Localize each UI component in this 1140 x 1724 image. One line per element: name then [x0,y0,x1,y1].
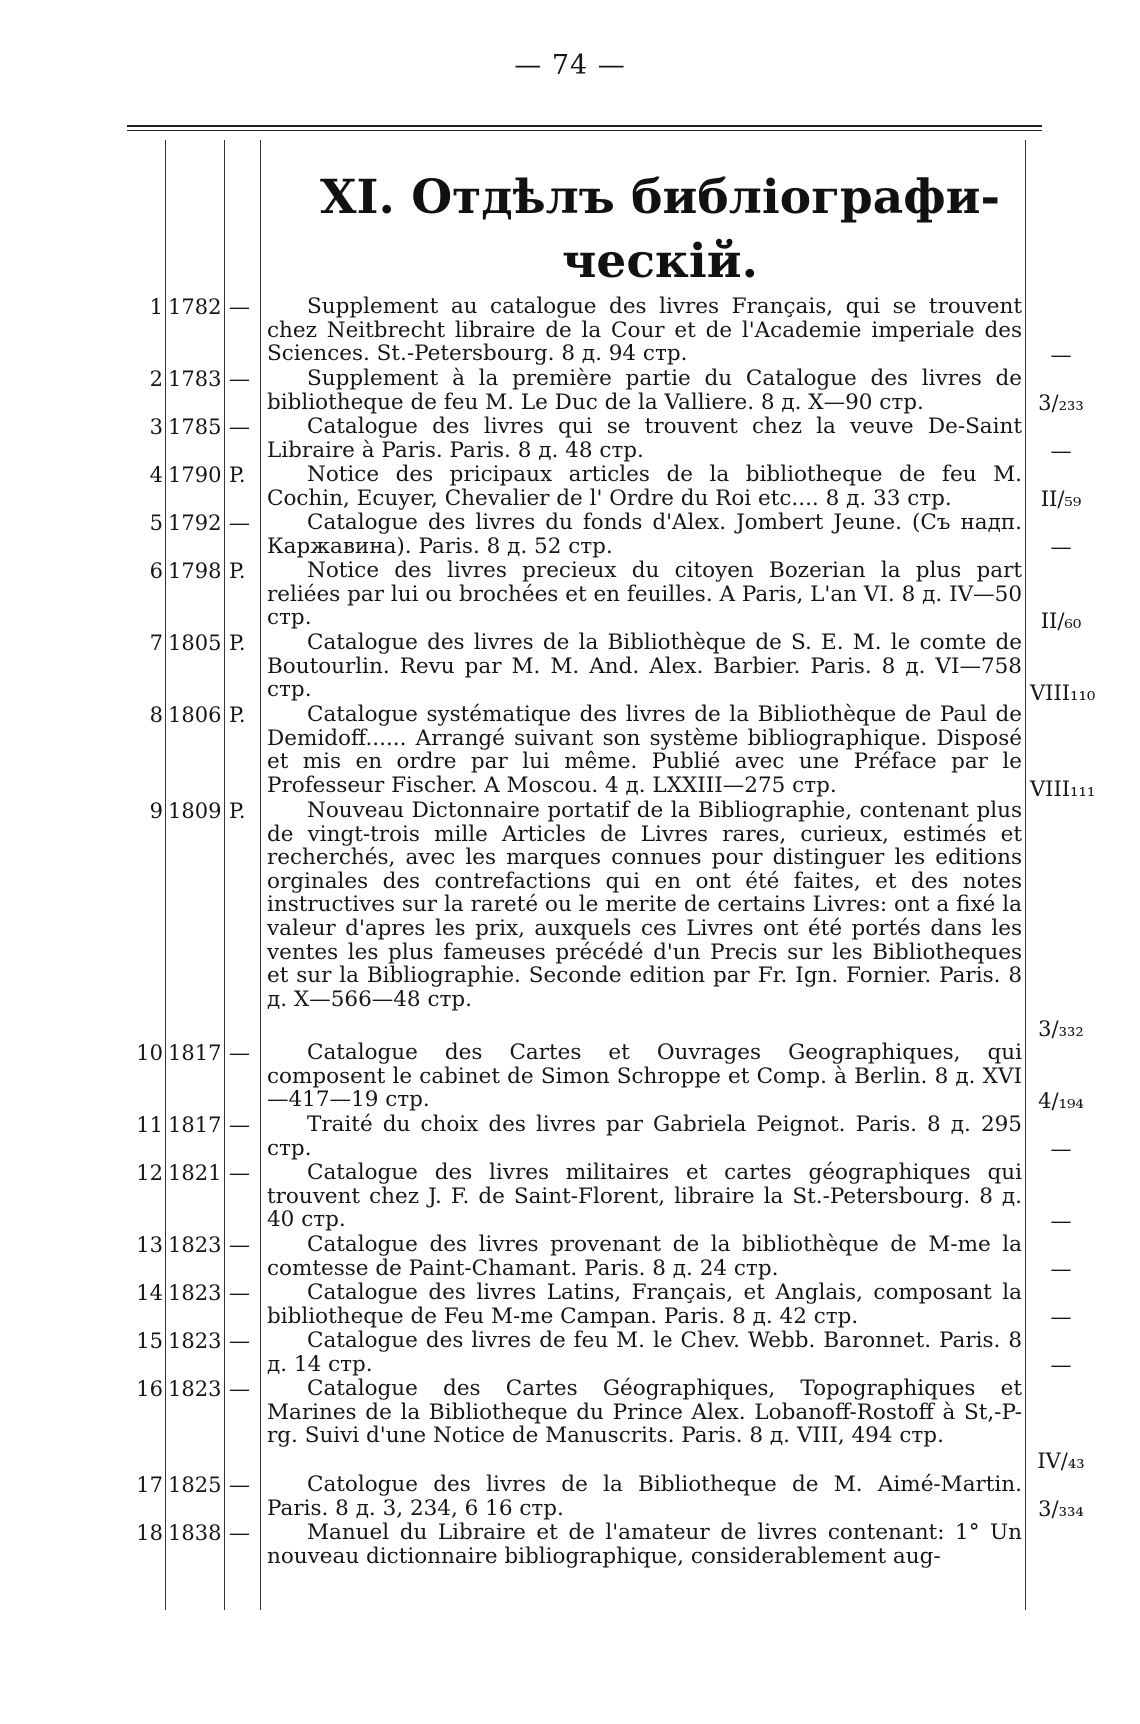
entry-text: Catalogue des Cartes et Ouvrages Geographiques, qui composent le cabinet de Simon Schroppe et Comp. à Berlin. 8 д. XVI—417—19 стр. [267,1040,1022,1113]
entry-year: 1782 [168,295,222,319]
entry-price: 3/₃₃₂ [1038,1017,1084,1041]
entry-text: Supplement au catalogue des livres Français, qui se trouvent chez Neitbrecht libraire de la Cour et de l'Academie imperiale des Sciences. St.-Petersbourg. 8 д. 94 стр. [267,294,1022,367]
entry-year: 1823 [168,1281,222,1305]
entry-year: 1806 [168,703,222,727]
entry-price: VIII₁₁₁ [1030,777,1096,801]
column-rule-left [165,140,166,1610]
entry-price: II/₅₉ [1040,487,1082,511]
entry-number: 9 [149,799,163,823]
entry-price: — [1050,439,1072,463]
entry-number: 13 [136,1233,163,1257]
section-heading-line-2: ческій. [562,234,758,289]
entry-text: Catalogue des livres Latins, Français, et Anglais, composant la bibliotheque de Feu M-me Campan. Paris. 8 д. 42 стр. [267,1280,1022,1329]
entry-year: 1825 [168,1473,222,1497]
column-rule-text [1025,140,1026,1610]
entry-year: 1805 [168,631,222,655]
entry-mark: P. [229,703,246,727]
section-heading [275,166,1045,294]
entry-mark: — [229,367,250,391]
entry-number: 2 [149,367,163,391]
entry-year: 1838 [168,1521,222,1545]
entry-price: — [1050,1257,1072,1281]
entry-number: 11 [136,1113,163,1137]
page-number: — 74 — [514,50,626,81]
entry-mark: P. [229,463,246,487]
entry-text: Notice des livres precieux du citoyen Bozerian la plus part reliées par lui ou brochées et en feuilles. A Paris, L'an VI. 8 д. IV—50 стр. [267,558,1022,631]
entry-number: 16 [136,1377,163,1401]
entry-text: Manuel du Libraire et de l'amateur de livres contenant: 1° Un nouveau dictionnaire bibliographique, considerablement aug- [267,1520,1022,1569]
entry-mark: — [229,1473,250,1497]
entry-price: — [1050,1209,1072,1233]
entry-year: 1817 [168,1041,222,1065]
entry-number: 10 [136,1041,163,1065]
entry-mark: — [229,1281,250,1305]
entry-number: 8 [149,703,163,727]
top-rule-second [127,130,1042,131]
entry-text: Catalogue des Cartes Géographiques, Topographiques et Marines de la Bibliotheque du Prince Alex. Lobanoff-Rostoff à St,-P-rg. Suivi d'une Notice de Manuscrits. Paris. 8 д. VIII, 494 стр. [267,1376,1022,1449]
entry-text: Catalogue des livres de feu M. le Chev. Webb. Baronnet. Paris. 8 д. 14 стр. [267,1328,1022,1377]
entry-text: Catalogue des livres provenant de la bibliothèque de M-me la comtesse de Paint-Chamant. Paris. 8 д. 24 стр. [267,1232,1022,1281]
entry-year: 1790 [168,463,222,487]
entry-number: 15 [136,1329,163,1353]
entry-mark: — [229,1377,250,1401]
entry-mark: P. [229,799,246,823]
entry-price: — [1050,1353,1072,1377]
entry-price: — [1050,1305,1072,1329]
top-rule [127,125,1042,127]
entry-mark: — [229,1233,250,1257]
column-rule-year [224,140,225,1610]
entry-text: Catologue des livres de la Bibliotheque de M. Aimé-Martin. Paris. 8 д. 3, 234, 6 16 стр. [267,1472,1022,1521]
entry-number: 5 [149,511,163,535]
entry-price: 3/₂₃₃ [1038,391,1084,415]
entry-text: Catalogue des livres de la Bibliothèque de S. E. M. le comte de Boutourlin. Revu par M. M. And. Alex. Barbier. Paris. 8 д. VI—758 стр. [267,630,1022,703]
entry-price: VIII₁₁₀ [1030,681,1096,705]
entry-text: Catalogue des livres du fonds d'Alex. Jombert Jeune. (Съ надп. Каржавина). Paris. 8 д. 52 стр. [267,510,1022,559]
entry-year: 1823 [168,1233,222,1257]
entry-number: 6 [149,559,163,583]
entry-year: 1817 [168,1113,222,1137]
entry-year: 1823 [168,1329,222,1353]
entry-price: IV/₄₃ [1037,1449,1085,1473]
entry-year: 1823 [168,1377,222,1401]
entry-price: — [1050,535,1072,559]
entry-mark: — [229,295,250,319]
entry-year: 1798 [168,559,222,583]
entry-number: 14 [136,1281,163,1305]
entry-number: 18 [136,1521,163,1545]
entry-text: Traité du choix des livres par Gabriela Peignot. Paris. 8 д. 295 стр. [267,1112,1022,1161]
entry-mark: — [229,1041,250,1065]
entry-mark: — [229,511,250,535]
entry-year: 1785 [168,415,222,439]
entry-text: Catalogue des livres qui se trouvent chez la veuve De-Saint Libraire à Paris. Paris. 8 д. 48 стр. [267,414,1022,463]
entry-year: 1792 [168,511,222,535]
entry-mark: P. [229,559,246,583]
entry-number: 12 [136,1161,163,1185]
entry-year: 1809 [168,799,222,823]
entry-mark: — [229,1521,250,1545]
entry-text: Supplement à la première partie du Catalogue des livres de bibliotheque de feu M. Le Duc de la Valliere. 8 д. X—90 стр. [267,366,1022,415]
entry-year: 1783 [168,367,222,391]
entry-number: 1 [149,295,163,319]
entry-year: 1821 [168,1161,222,1185]
entry-price: 4/₁₉₄ [1038,1089,1084,1113]
section-heading-line-1: XI. Отдѣлъ библіографи- [320,170,1000,225]
entry-number: 7 [149,631,163,655]
entry-mark: — [229,1161,250,1185]
entry-price: — [1050,1137,1072,1161]
entry-mark: — [229,1329,250,1353]
entry-price: 3/₃₃₄ [1038,1497,1084,1521]
entry-text: Nouveau Dictonnaire portatif de la Bibliographie, contenant plus de vingt-trois mille Articles de Livres rares, curieux, estimés et recherchés, avec les marques connues pour distinguer les editions orginales des contrefactions qui en ont été faites, et des notes instructives sur la rareté ou le merite de certains Livres: ont a fixé la valeur d'apres les prix, auxquels ces Livres ont été portés dans les ventes les plus fameuses précédé d'un Precis sur les Bibliotheques et sur la Bibliographie. Seconde edition par Fr. Ign. Fornier. Paris. 8 д. X—566—48 стр. [267,798,1022,1012]
entry-text: Notice des pricipaux articles de la bibliotheque de feu M. Cochin, Ecuyer, Chevalier de l' Ordre du Roi etc.... 8 д. 33 стр. [267,462,1022,511]
entry-mark: P. [229,631,246,655]
entry-text: Catalogue des livres militaires et cartes géographiques qui trouvent chez J. F. de Saint-Florent, libraire la St.-Petersbourg. 8 д. 40 стр. [267,1160,1022,1233]
entry-text: Catalogue systématique des livres de la Bibliothèque de Paul de Demidoff...... Arrangé suivant son système bibliographique. Disposé et mis en ordre par lui même. Publié avec une Préface par le Professeur Fischer. A Moscou. 4 д. LXXIII—275 стр. [267,702,1022,798]
entry-number: 4 [149,463,163,487]
entry-mark: — [229,1113,250,1137]
entry-number: 3 [149,415,163,439]
entry-number: 17 [136,1473,163,1497]
entry-mark: — [229,415,250,439]
entry-price: II/₆₀ [1040,609,1082,633]
column-rule-mark [260,140,261,1610]
entry-price: — [1050,343,1072,367]
